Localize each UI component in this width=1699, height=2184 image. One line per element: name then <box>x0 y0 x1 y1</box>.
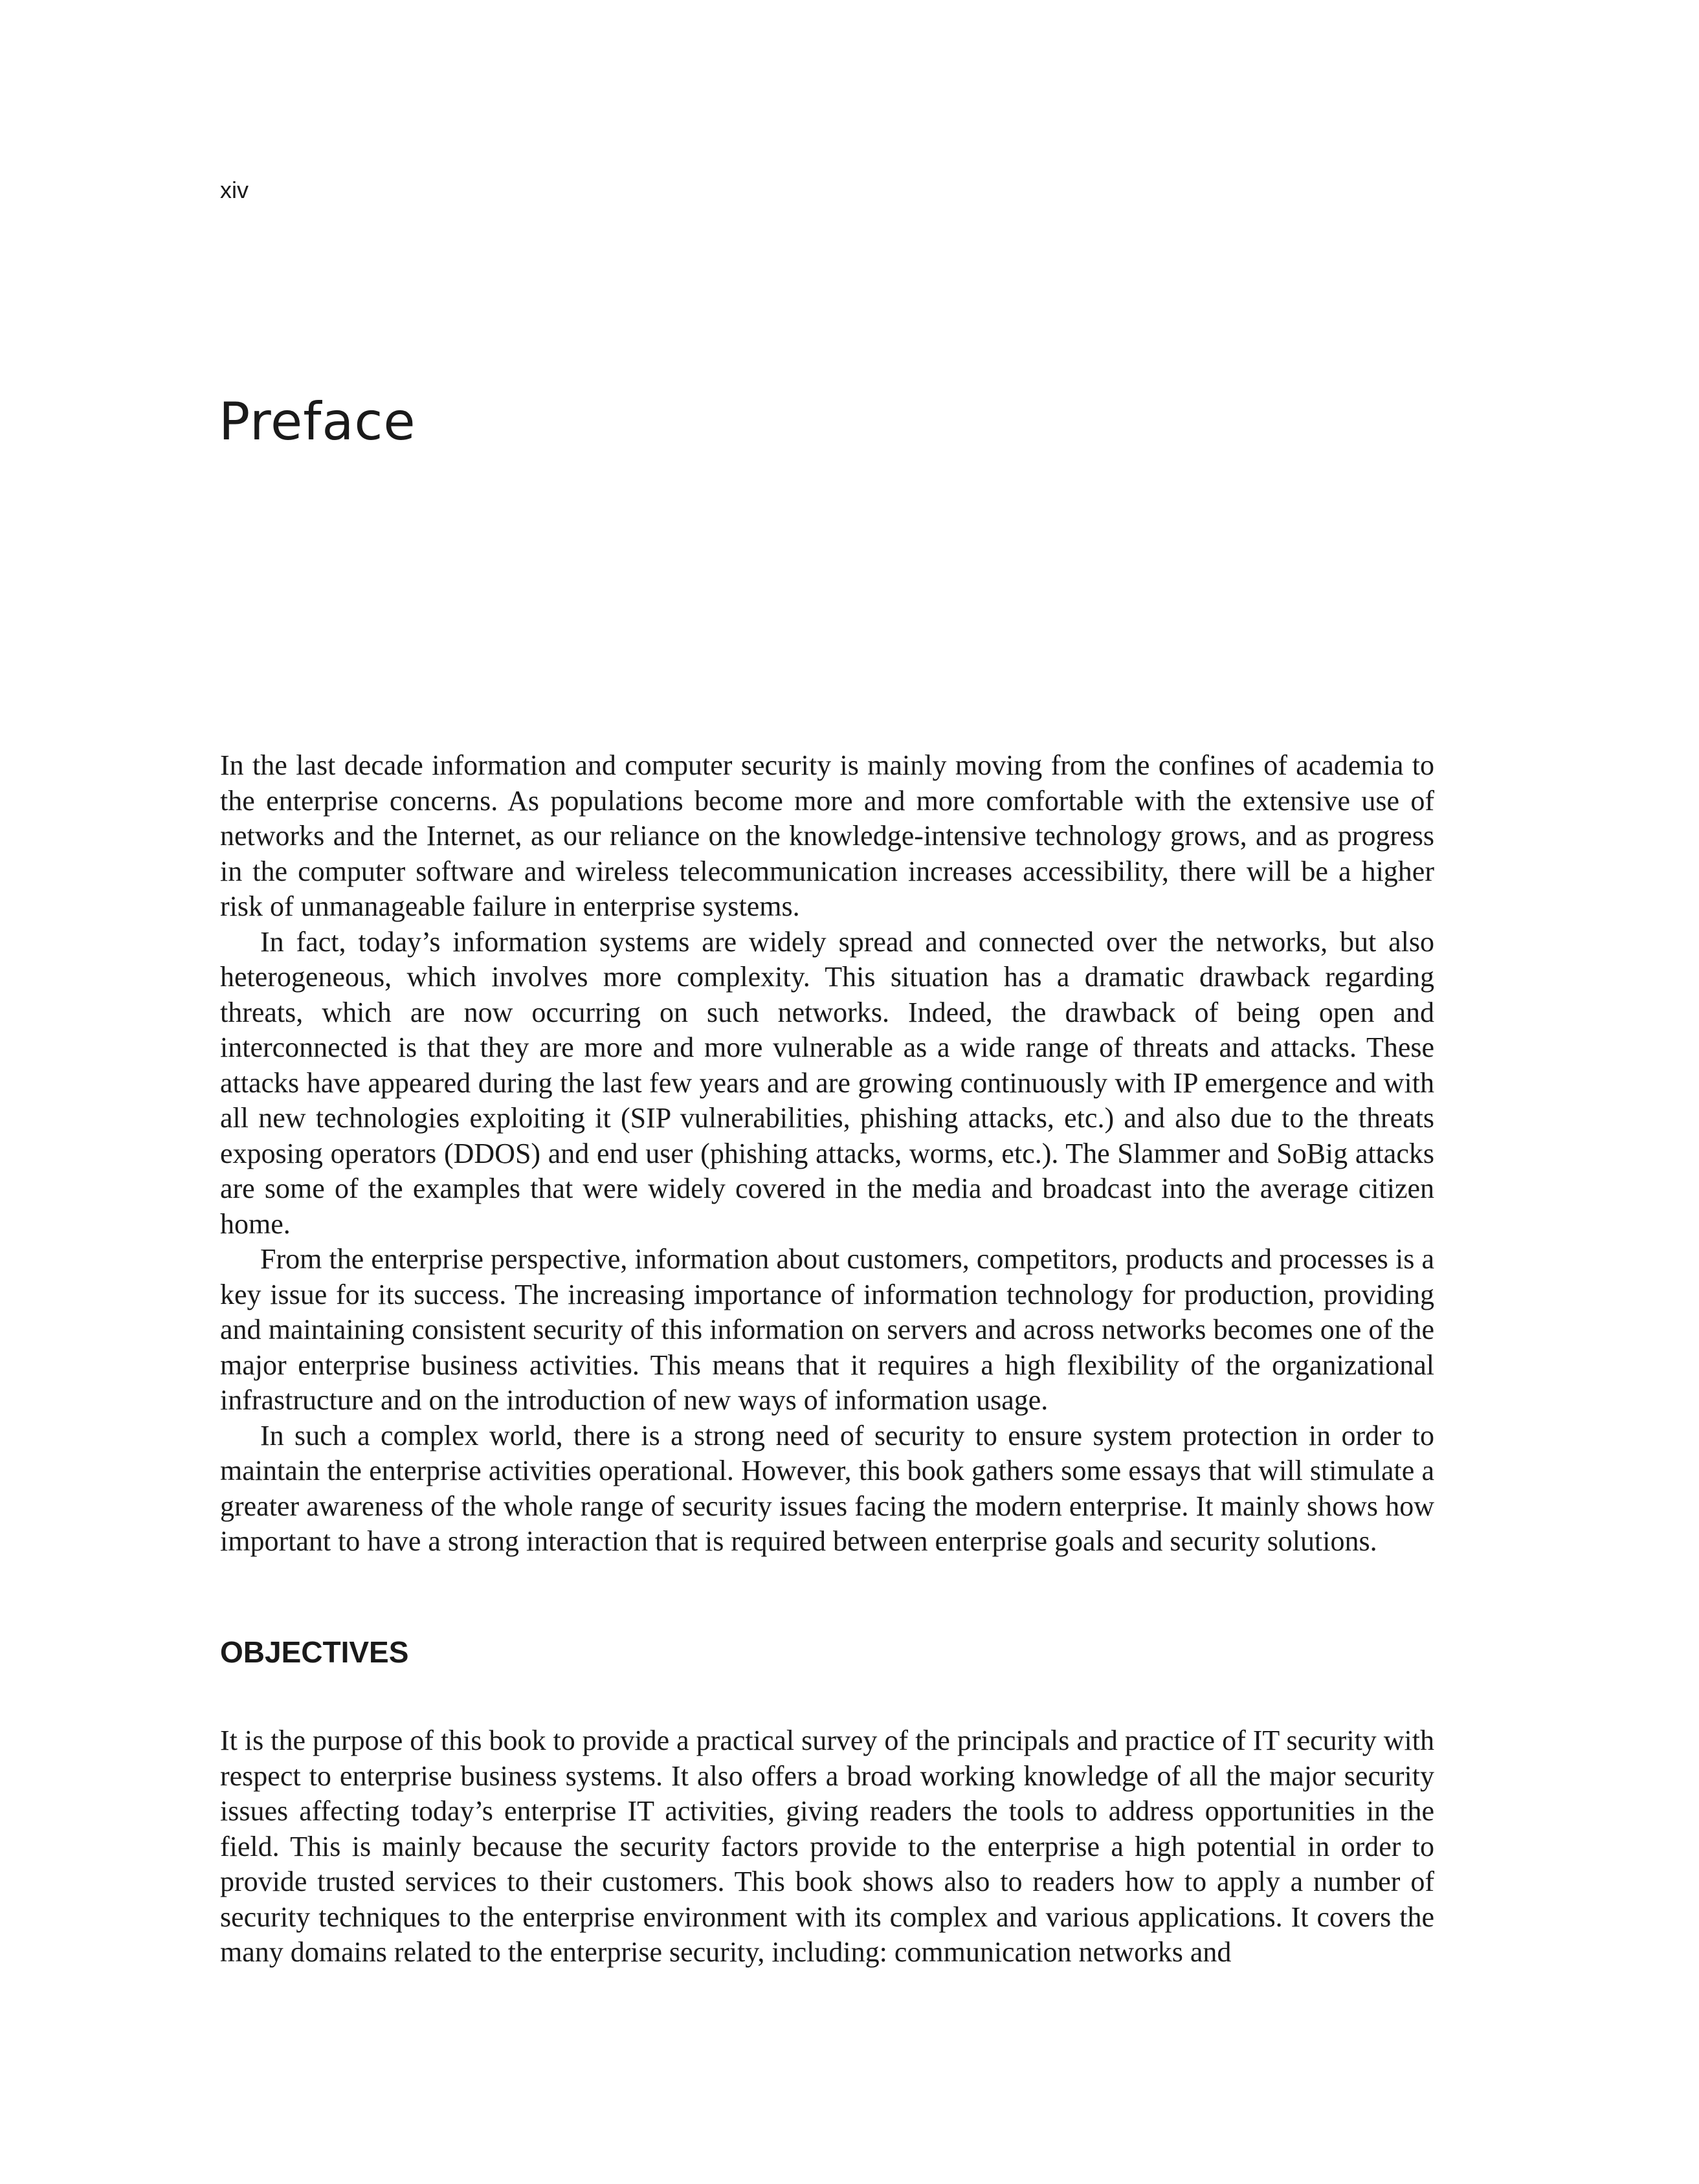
preface-paragraph-3: From the enterprise perspective, information about customers, competitors, products and processes is a key issue for its success. The increasing importance of information technology for production, providing and maintaining consistent security of this information on servers and across networks becomes one of the major enterprise business activities. This means that it requires a high flexibility of the organizational infrastructure and on the introduction of new ways of information usage. <box>220 1243 1434 1416</box>
chapter-title: Preface <box>219 392 416 452</box>
objectives-heading: OBJECTIVES <box>220 1635 409 1669</box>
preface-paragraph-1: In the last decade information and computer security is mainly moving from the confines of academia to the enterprise concerns. As populations become more and more comfortable with the extensive use of networks and the Internet, as our reliance on the knowledge-intensive technology grows, and as progress in the computer software and wireless telecommunication increases accessibility, there will be a higher risk of unmanageable failure in enterprise systems. <box>220 749 1434 922</box>
objectives-paragraph: It is the purpose of this book to provide a practical survey of the principals and practice of IT security with respect to enterprise business systems. It also offers a broad working knowledge of all the major security issues affecting today’s enterprise IT activities, giving readers the tools to address opportunities in the field. This is mainly because the security factors provide to the enterprise a high potential in order to provide trusted services to their customers. This book shows also to readers how to apply a number of security techniques to the enterprise environment with its complex and various applications. It covers the many domains related to the enterprise security, including: communication networks and <box>220 1725 1434 1968</box>
preface-paragraph-4: In such a complex world, there is a strong need of security to ensure system protection in order to maintain the enterprise activities operational. However, this book gathers some essays that will stimulate a greater awareness of the whole range of security issues facing the modern enterprise. It mainly shows how important to have a strong interaction that is required between enterprise goals and security solutions. <box>220 1419 1434 1557</box>
page-number: xiv <box>220 177 249 203</box>
preface-body <box>220 748 1434 1560</box>
objectives-body <box>220 1723 1434 1970</box>
preface-paragraph-2: In fact, today’s information systems are widely spread and connected over the networks, but also heterogeneous, which involves more complexity. This situation has a dramatic drawback regarding threats, which are now occurring on such networks. Indeed, the drawback of being open and interconnected is that they are more and more vulnerable as a wide range of threats and attacks. These attacks have appeared during the last few years and are growing continuously with IP emergence and with all new technologies exploiting it (SIP vulnerabilities, phishing attacks, etc.) and also due to the threats exposing operators (DDOS) and end user (phishing attacks, worms, etc.). The Slammer and SoBig attacks are some of the examples that were widely covered in the media and broadcast into the average citizen home. <box>220 925 1434 1240</box>
